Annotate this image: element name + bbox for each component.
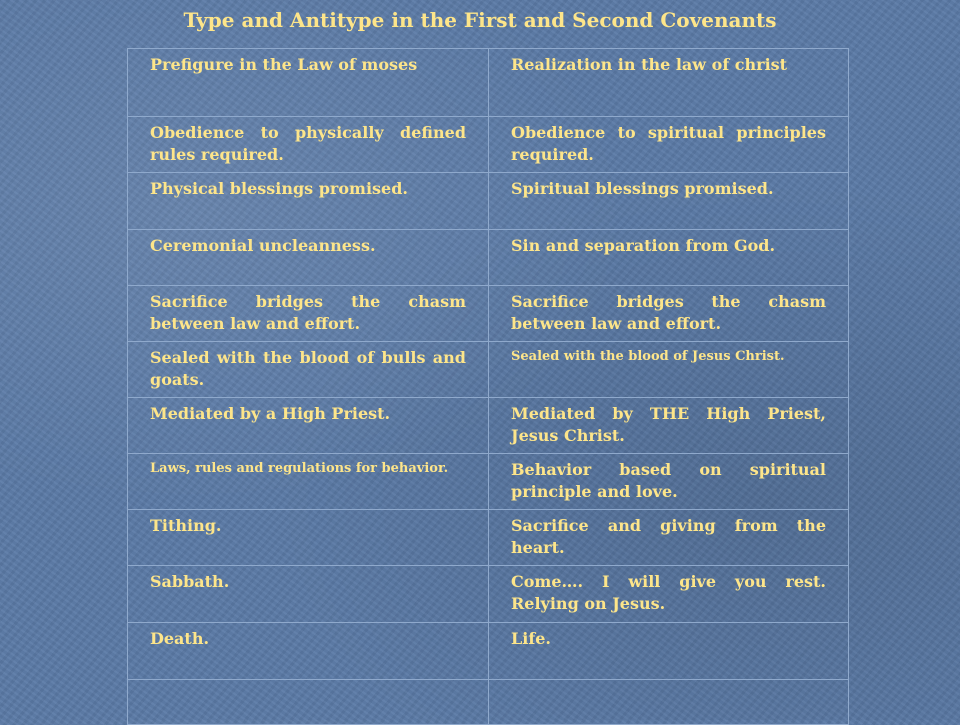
table-row: [128, 566, 849, 623]
table-cell-left: Ceremonial uncleanness.: [128, 230, 489, 286]
table-cell-right: [489, 680, 849, 725]
table-cell-right: Behavior based on spiritual principle and love.: [489, 454, 849, 510]
header-cell-left: Prefigure in the Law of moses: [128, 49, 489, 117]
table-cell-left: Sealed with the blood of bulls and goats.: [128, 342, 489, 398]
table-row: [128, 286, 849, 342]
table-header-row: [128, 49, 849, 117]
table-row: [128, 623, 849, 680]
table-cell-left: Sabbath.: [128, 566, 489, 623]
table-row: [128, 173, 849, 230]
table-row: [128, 342, 849, 398]
table-cell-left: [128, 680, 489, 725]
table-cell-right: Come…. I will give you rest. Relying on Jesus.: [489, 566, 849, 623]
table-cell-left: Physical blessings promised.: [128, 173, 489, 230]
table-row: [128, 398, 849, 454]
table-row: [128, 510, 849, 566]
table-cell-right: Sealed with the blood of Jesus Christ.: [489, 342, 849, 398]
table-cell-right: Obedience to spiritual principles required.: [489, 117, 849, 173]
table-cell-left: Tithing.: [128, 510, 489, 566]
table-cell-right: Life.: [489, 623, 849, 680]
table-cell-right: Sacrifice bridges the chasm between law and effort.: [489, 286, 849, 342]
slide-title: Type and Antitype in the First and Second Covenants: [183, 8, 777, 32]
table-cell-left: Laws, rules and regulations for behavior.: [128, 454, 489, 510]
table-cell-right: Spiritual blessings promised.: [489, 173, 849, 230]
table-row: [128, 230, 849, 286]
table-row: [128, 117, 849, 173]
table-cell-right: Sin and separation from God.: [489, 230, 849, 286]
table-row: [128, 680, 849, 725]
table-cell-left: Mediated by a High Priest.: [128, 398, 489, 454]
comparison-table: [127, 48, 849, 725]
table-cell-left: Death.: [128, 623, 489, 680]
table-cell-left: Obedience to physically defined rules required.: [128, 117, 489, 173]
table-cell-right: Mediated by THE High Priest, Jesus Christ.: [489, 398, 849, 454]
table-cell-left: Sacrifice bridges the chasm between law and effort.: [128, 286, 489, 342]
header-cell-right: Realization in the law of christ: [489, 49, 849, 117]
table-cell-right: Sacrifice and giving from the heart.: [489, 510, 849, 566]
table-row: [128, 454, 849, 510]
